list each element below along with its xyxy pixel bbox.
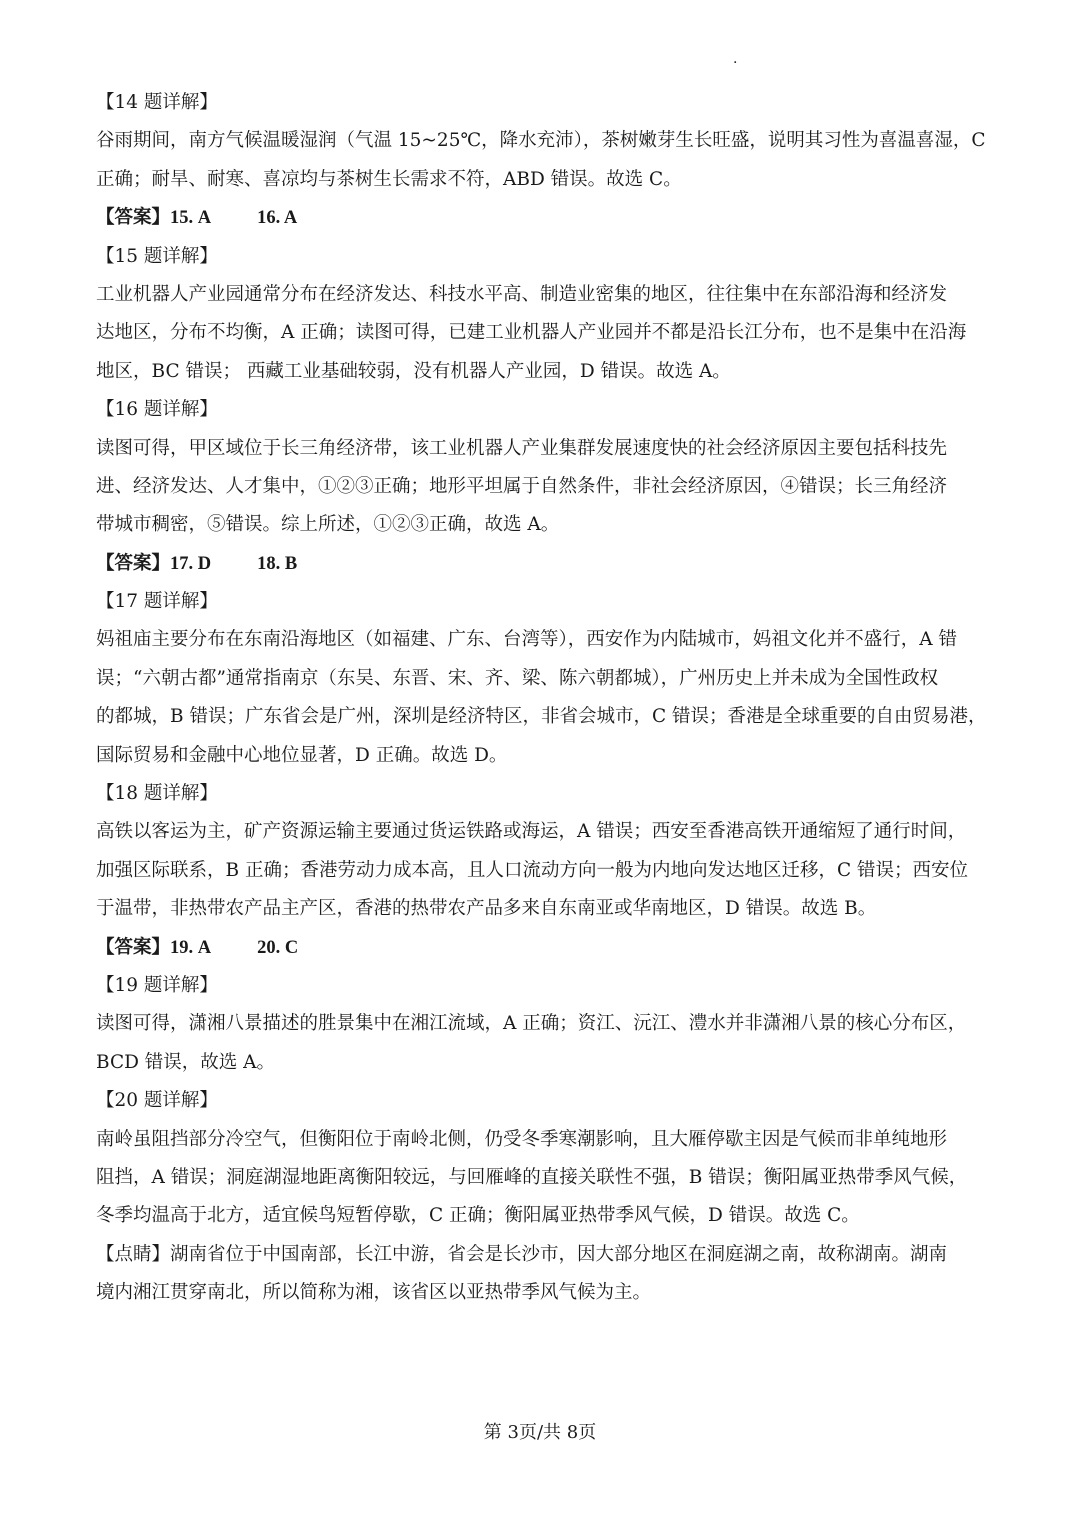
- explanation-paragraph: [96, 122, 988, 199]
- answer-label: 【答案】: [96, 552, 171, 574]
- text-line: 谷雨期间，南方气候温暖湿润（气温 15~25℃，降水充沛），茶树嫩芽生长旺盛，说明其习性为喜温喜湿，C: [96, 130, 986, 152]
- text-line: 读图可得，潇湘八景描述的胜景集中在湘江流域，A 正确；资江、沅江、澧水并非潇湘八景的核心分布区，: [96, 1013, 967, 1035]
- text-line: 境内湘江贯穿南北，所以简称为湘，该省区以亚热带季风气候为主。: [96, 1282, 652, 1304]
- page-footer: 第 3页/共 8页: [483, 1422, 597, 1443]
- text-line: 带城市稠密，⑤错误。综上所述，①②③正确，故选 A。: [96, 514, 560, 536]
- answer-label: 【答案】: [96, 207, 171, 229]
- answer-value: 16. A: [257, 208, 298, 229]
- text-line: 南岭虽阻挡部分冷空气，但衡阳位于南岭北侧，仍受冬季寒潮影响，且大雁停歇主因是气候而非单纯地形: [96, 1128, 948, 1150]
- section-heading: 【20 题详解】: [96, 1090, 218, 1112]
- section-heading: 【16 题详解】: [96, 399, 218, 421]
- explanation-paragraph: [96, 813, 988, 928]
- section-heading: 【17 题详解】: [96, 591, 218, 613]
- text-line: BCD 错误，故选 A。: [96, 1051, 276, 1073]
- text-line: 【点睛】湖南省位于中国南部，长江中游，省会是长沙市，因大部分地区在洞庭湖之南，故称湖南。湖南: [96, 1243, 948, 1265]
- text-line: 达地区，分布不均衡，A 正确；读图可得，已建工业机器人产业园并不都是沿长江分布，也不是集中在沿海: [96, 322, 967, 344]
- text-line: 的都城，B 错误；广东省会是广州，深圳是经济特区，非省会城市，C 错误；香港是全球重要的自由贸易港，: [96, 706, 987, 728]
- explanation-paragraph: [96, 1005, 988, 1082]
- section-heading: 【19 题详解】: [96, 974, 218, 996]
- answer-value: 17. D: [170, 553, 212, 574]
- answer-value: 15. A: [170, 208, 212, 229]
- text-line: 加强区际联系，B 正确；香港劳动力成本高，且人口流动方向一般为内地向发达地区迁移，C 错误；西安位: [96, 859, 969, 881]
- text-line: 工业机器人产业园通常分布在经济发达、科技水平高、制造业密集的地区，往往集中在东部沿海和经济发: [96, 283, 948, 305]
- text-line: 进、经济发达、人才集中，①②③正确；地形平坦属于自然条件，非社会经济原因，④错误；长三角经济: [96, 475, 948, 497]
- text-line: 阻挡，A 错误；洞庭湖湿地距离衡阳较远，与回雁峰的直接关联性不强，B 错误；衡阳属亚热带季风气候，: [96, 1166, 968, 1188]
- text-line: 妈祖庙主要分布在东南沿海地区（如福建、广东、台湾等），西安作为内陆城市，妈祖文化并不盛行，A 错: [96, 629, 957, 651]
- explanation-paragraph: [96, 1121, 988, 1236]
- text-line: 误；“六朝古都”通常指南京（东吴、东晋、宋、齐、梁、陈六朝都城），广州历史上并未成为全国性政权: [96, 667, 939, 689]
- text-line: 地区，BC 错误； 西藏工业基础较弱，没有机器人产业园，D 错误。故选 A。: [96, 360, 731, 382]
- answer-value: 19. A: [170, 937, 212, 958]
- answer-value: 18. B: [257, 553, 298, 574]
- answer-line: [96, 545, 988, 583]
- answer-line: [96, 199, 988, 237]
- text-line: 读图可得，甲区域位于长三角经济带，该工业机器人产业集群发展速度快的社会经济原因主要包括科技先: [96, 437, 948, 459]
- section-heading: 【15 题详解】: [96, 245, 218, 267]
- explanation-paragraph: [96, 1236, 988, 1313]
- explanation-paragraph: [96, 621, 988, 775]
- section-heading: 【14 题详解】: [96, 92, 218, 113]
- explanation-paragraph: [96, 276, 988, 391]
- text-line: 正确；耐旱、耐寒、喜凉均与茶树生长需求不符，ABD 错误。故选 C。: [96, 168, 682, 190]
- document-body: [96, 84, 988, 1313]
- text-line: 国际贸易和金融中心地位显著，D 正确。故选 D。: [96, 744, 508, 766]
- answer-label: 【答案】: [96, 936, 171, 958]
- text-line: 冬季均温高于北方，适宜候鸟短暂停歇，C 正确；衡阳属亚热带季风气候，D 错误。故选 C。: [96, 1205, 860, 1227]
- text-line: 于温带，非热带农产品主产区，香港的热带农产品多来自东南亚或华南地区，D 错误。故选 B。: [96, 898, 877, 920]
- answer-line: [96, 929, 988, 967]
- answer-value: 20. C: [257, 937, 299, 958]
- explanation-paragraph: [96, 430, 988, 545]
- page-dot-mark: .: [733, 51, 738, 67]
- text-line: 高铁以客运为主，矿产资源运输主要通过货运铁路或海运，A 错误；西安至香港高铁开通缩短了通行时间，: [96, 821, 967, 843]
- section-heading: 【18 题详解】: [96, 783, 218, 805]
